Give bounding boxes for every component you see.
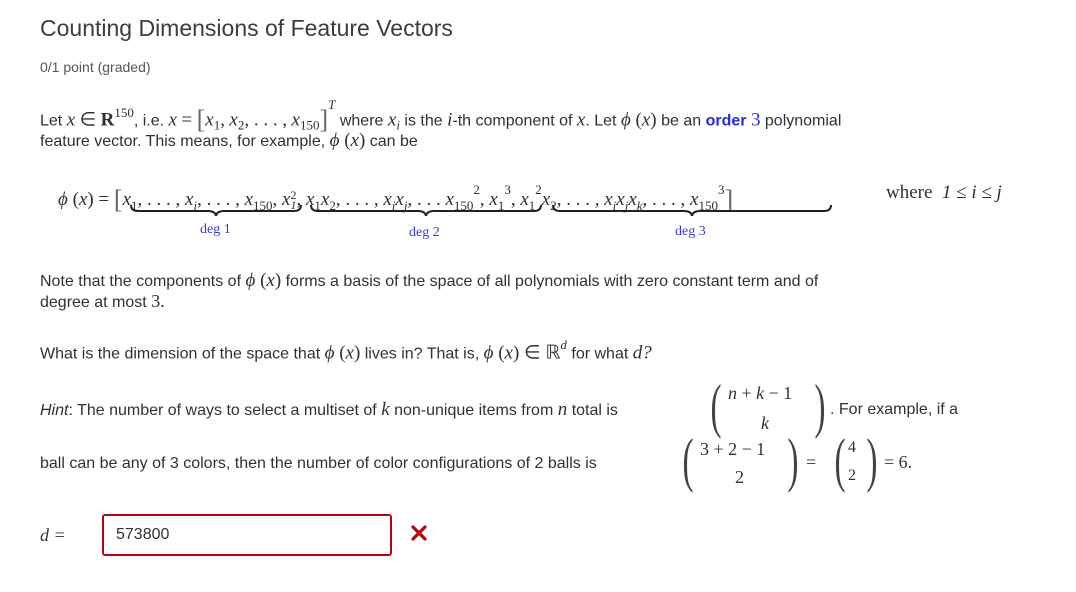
deg2-label: deg 2: [409, 225, 440, 240]
note-line-1: Note that the components of ϕ (x) forms a basis of the space of all polynomials with zero constant term and of: [40, 270, 819, 291]
binom2-bottom: 2: [735, 467, 744, 487]
binom3-top: 4: [848, 439, 856, 456]
binom2-paren-right: ): [787, 427, 799, 493]
feature-vector-formula: ϕ $(x) = [x_1$, . . . , $x_i$, . . . , $x_{150}$, x 2 1 , $x_1x_2$, . . . , $x_ix_j$, . . . $x_{150}^2$, $x_1^3$, $x_1^2x_2$, . . . , $x_ix_jx_k$, . . . , $x_{150}^3$]: [58, 181, 734, 214]
equals-sign: =: [806, 452, 817, 472]
hint-line-2: ball can be any of 3 colors, then the number of color configurations of 2 balls is: [40, 455, 597, 472]
order-keyword: order: [705, 112, 747, 130]
deg3-brace: [552, 204, 832, 216]
order-value: 3: [750, 109, 761, 131]
answer-label: d =: [40, 525, 66, 545]
question-text: What is the dimension of the space that ϕ (x) lives in? That is, ϕ (x) ∈ ℝ$^d$ for what d?: [40, 337, 652, 364]
intro-line-1: Let x ∈ $R^{150}$, i.e. $x = [x_1$, $x_2$, . . . , $x_{150}]^T$ where $x_i$ is the i-th component of x. Let ϕ (x) be an order 3 polynomial: [40, 97, 842, 135]
incorrect-icon: [410, 524, 428, 542]
intro-line-2: feature vector. This means, for example, ϕ (x) can be: [40, 130, 418, 151]
binom3-bottom: 2: [848, 467, 856, 484]
deg1-brace: [130, 204, 302, 216]
hint-label: Hint: [40, 402, 69, 419]
binom2-top: 3 + 2 − 1: [700, 439, 766, 459]
hint-for-example: . For example, if a: [830, 401, 959, 418]
binom-top: n + k − 1: [728, 383, 793, 403]
deg3-label: deg 3: [675, 224, 706, 239]
binom3-paren-right: ): [866, 427, 878, 493]
note-line-2: degree at most 3.: [40, 291, 165, 311]
binom-paren-right: ): [814, 373, 826, 439]
problem-title: Counting Dimensions of Feature Vectors: [40, 15, 453, 41]
binom-paren-left: (: [710, 373, 722, 439]
answer-input[interactable]: [102, 514, 392, 556]
problem-points: 0/1 point (graded): [40, 59, 151, 75]
deg1-label: deg 1: [200, 222, 231, 237]
binom-bottom: k: [761, 413, 769, 433]
hint-line-1: Hint: The number of ways to select a multiset of k non-unique items from n total is: [40, 399, 618, 420]
hint-result: = 6.: [884, 452, 913, 472]
formula-condition: where 1 ≤ i ≤ j: [886, 182, 1002, 203]
binom2-paren-left: (: [682, 427, 694, 493]
deg2-brace: [310, 204, 542, 216]
binom3-paren-left: (: [834, 427, 846, 493]
